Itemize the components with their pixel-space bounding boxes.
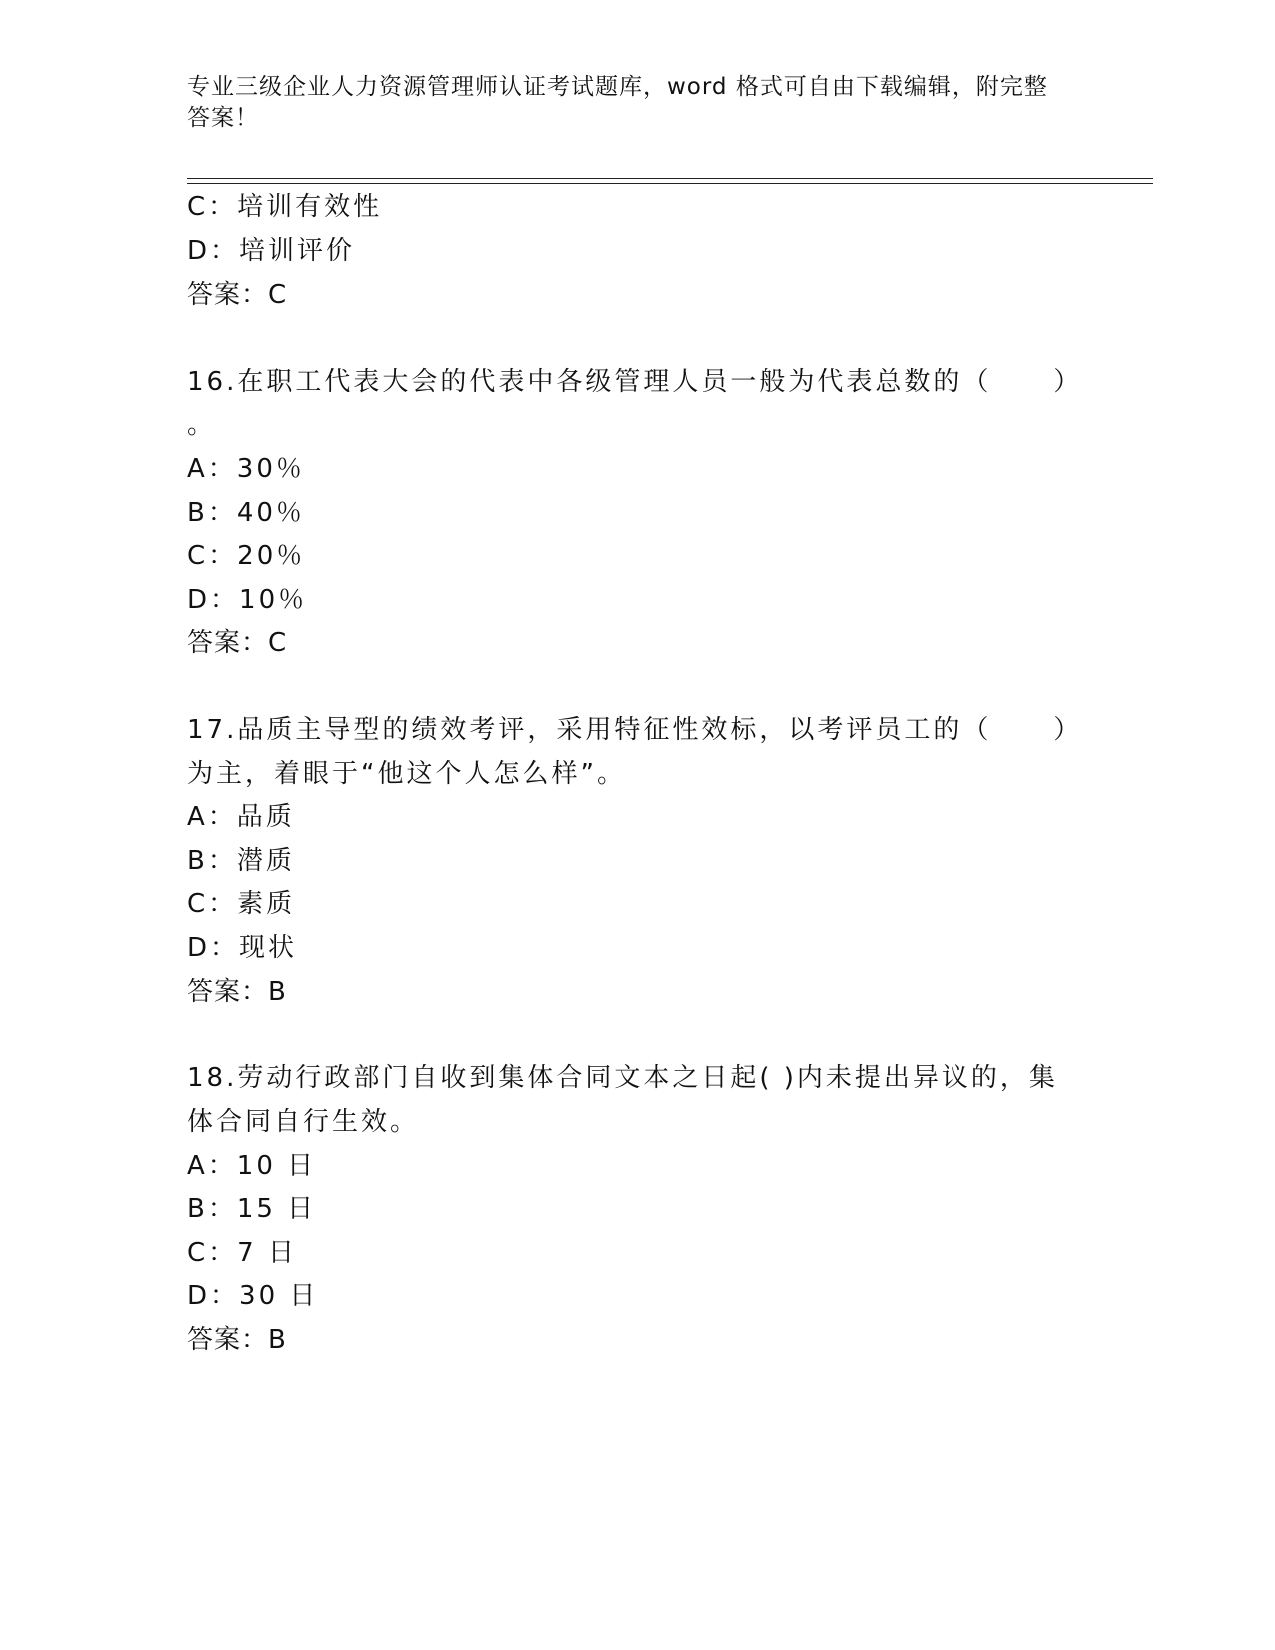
q17-option-c: C：素质 bbox=[187, 889, 296, 919]
q16-stem-line-2: 。 bbox=[187, 410, 217, 440]
q17-stem-line-1 bbox=[187, 713, 1082, 747]
header-rule-bottom bbox=[187, 183, 1153, 184]
q16-stem-text: 16.在职工代表大会的代表中各级管理人员一般为代表总数的（ bbox=[187, 367, 992, 397]
q18-stem-line-1: 18.劳动行政部门自收到集体合同文本之日起( )内未提出异议的，集 bbox=[187, 1063, 1058, 1093]
q17-stem-close: ） bbox=[1053, 715, 1083, 745]
q15-option-c: C：培训有效性 bbox=[187, 192, 383, 222]
q18-option-d: D：30 日 bbox=[187, 1281, 319, 1311]
q17-answer: 答案：B bbox=[187, 977, 287, 1007]
q15-answer: 答案：C bbox=[187, 280, 288, 310]
q17-option-d: D：现状 bbox=[187, 933, 298, 963]
q18-option-a: A：10 日 bbox=[187, 1151, 317, 1181]
q18-answer: 答案：B bbox=[187, 1325, 287, 1355]
q16-answer: 答案：C bbox=[187, 628, 288, 658]
q17-option-b: B：潜质 bbox=[187, 846, 295, 876]
document-header bbox=[187, 72, 1067, 134]
q17-stem-text: 17.品质主导型的绩效考评，采用特征性效标，以考评员工的（ bbox=[187, 715, 992, 745]
q16-option-c: C：20％ bbox=[187, 541, 306, 571]
q15-option-d: D：培训评价 bbox=[187, 236, 356, 266]
header-line-2: 答案！ bbox=[187, 105, 259, 131]
q17-option-a: A：品质 bbox=[187, 802, 295, 832]
q16-option-a: A：30％ bbox=[187, 454, 305, 484]
header-line-1: 专业三级企业人力资源管理师认证考试题库，word 格式可自由下载编辑，附完整 bbox=[187, 74, 1048, 100]
q18-option-b: B：15 日 bbox=[187, 1194, 317, 1224]
q17-stem-line-2: 为主，着眼于“他这个人怎么样”。 bbox=[187, 759, 626, 789]
q18-stem-line-2: 体合同自行生效。 bbox=[187, 1107, 420, 1137]
q18-option-c: C：7 日 bbox=[187, 1238, 297, 1268]
q16-stem-close: ） bbox=[1053, 367, 1083, 397]
header-rule-top bbox=[187, 178, 1153, 179]
q16-option-d: D：10％ bbox=[187, 585, 308, 615]
q16-stem-line-1 bbox=[187, 365, 1082, 399]
q16-option-b: B：40％ bbox=[187, 498, 305, 528]
